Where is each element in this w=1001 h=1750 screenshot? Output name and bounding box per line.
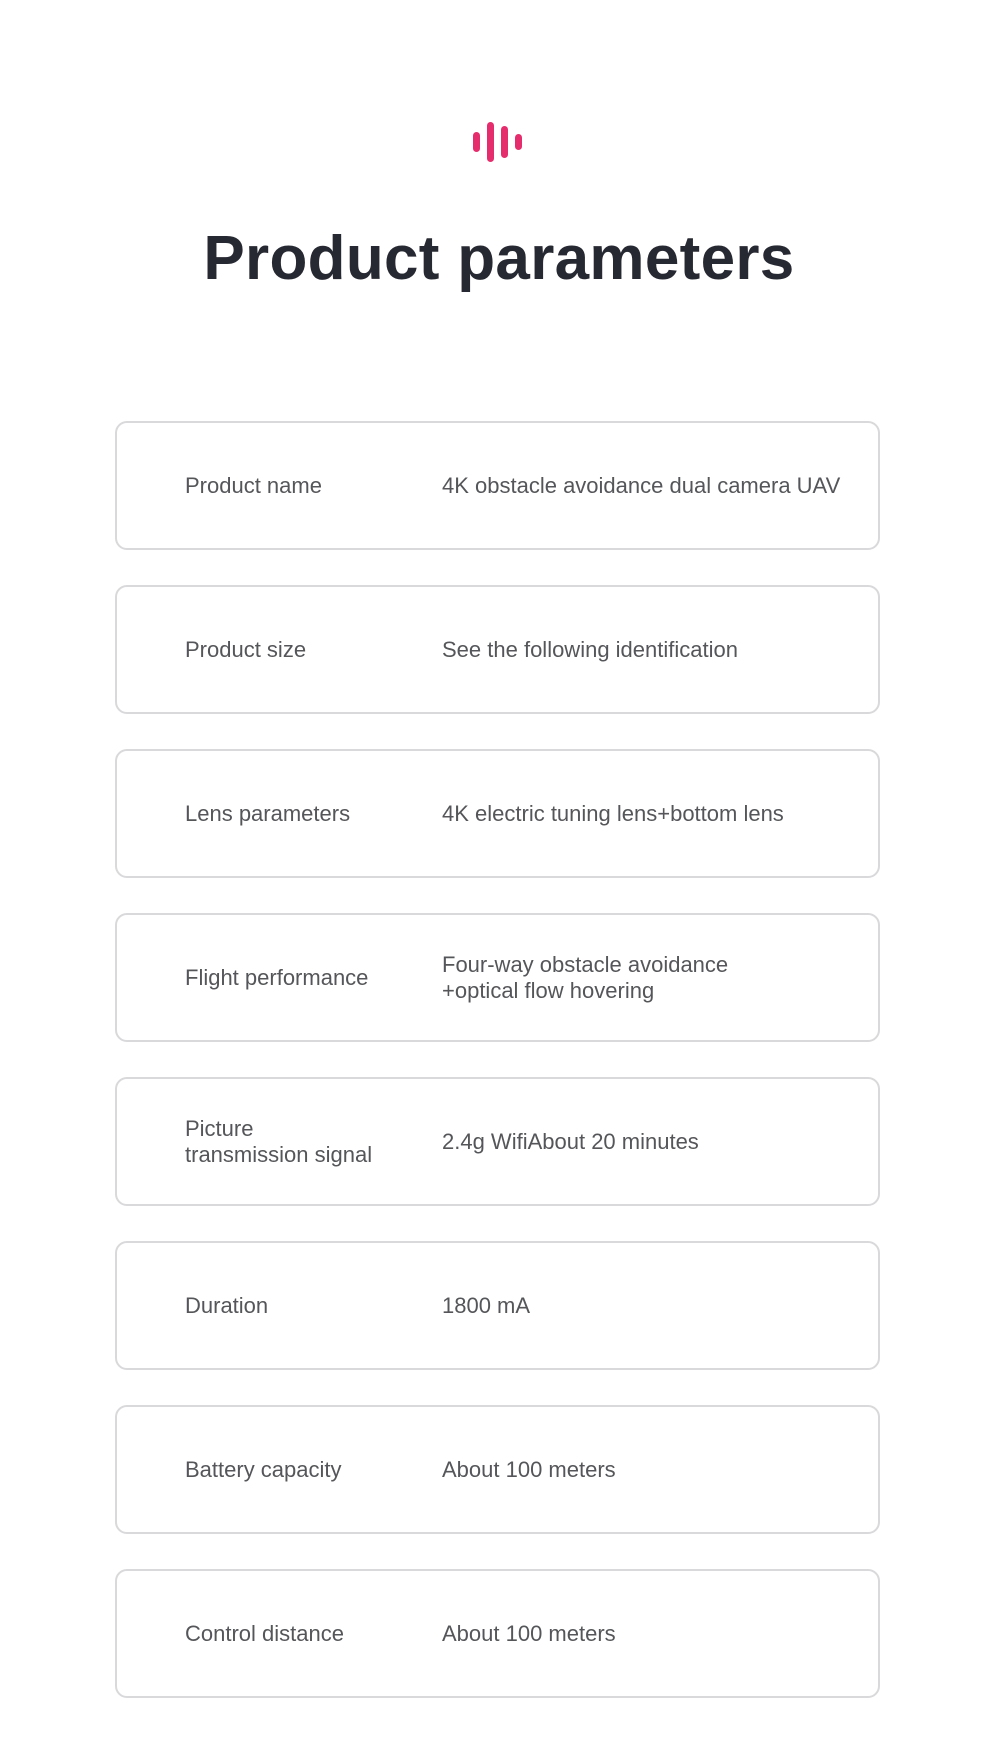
parameter-label: Product size — [185, 636, 307, 662]
parameter-label: Picture transmission signal — [185, 1115, 373, 1167]
parameter-label: Control distance — [185, 1620, 344, 1646]
parameter-label: Lens parameters — [185, 800, 351, 826]
parameter-row-battery-capacity — [115, 1405, 880, 1534]
parameter-label: Duration — [185, 1292, 269, 1318]
parameter-value: About 100 meters — [442, 1456, 616, 1482]
page-title: Product parameters — [203, 224, 795, 293]
parameter-label: Product name — [185, 472, 322, 498]
parameter-value: 4K obstacle avoidance dual camera UAV — [442, 472, 841, 498]
parameter-row-duration — [115, 1241, 880, 1370]
parameter-row-product-size — [115, 585, 880, 714]
parameter-row-product-name — [115, 421, 880, 550]
parameter-value: See the following identification — [442, 636, 738, 662]
parameter-row-flight-performance — [115, 913, 880, 1042]
parameter-value: About 100 meters — [442, 1620, 616, 1646]
parameters-table — [115, 421, 880, 1733]
parameter-row-control-distance — [115, 1569, 880, 1698]
parameter-value: 4K electric tuning lens+bottom lens — [442, 800, 784, 826]
parameter-value: 1800 mA — [442, 1292, 531, 1318]
sound-wave-icon — [473, 122, 525, 162]
parameter-row-picture-transmission-signal — [115, 1077, 880, 1206]
parameter-row-lens-parameters — [115, 749, 880, 878]
parameter-value: 2.4g WifiAbout 20 minutes — [442, 1128, 699, 1154]
parameter-label: Flight performance — [185, 964, 369, 990]
parameter-label: Battery capacity — [185, 1456, 342, 1482]
parameter-value: Four-way obstacle avoidance +optical flow hovering — [442, 951, 729, 1003]
